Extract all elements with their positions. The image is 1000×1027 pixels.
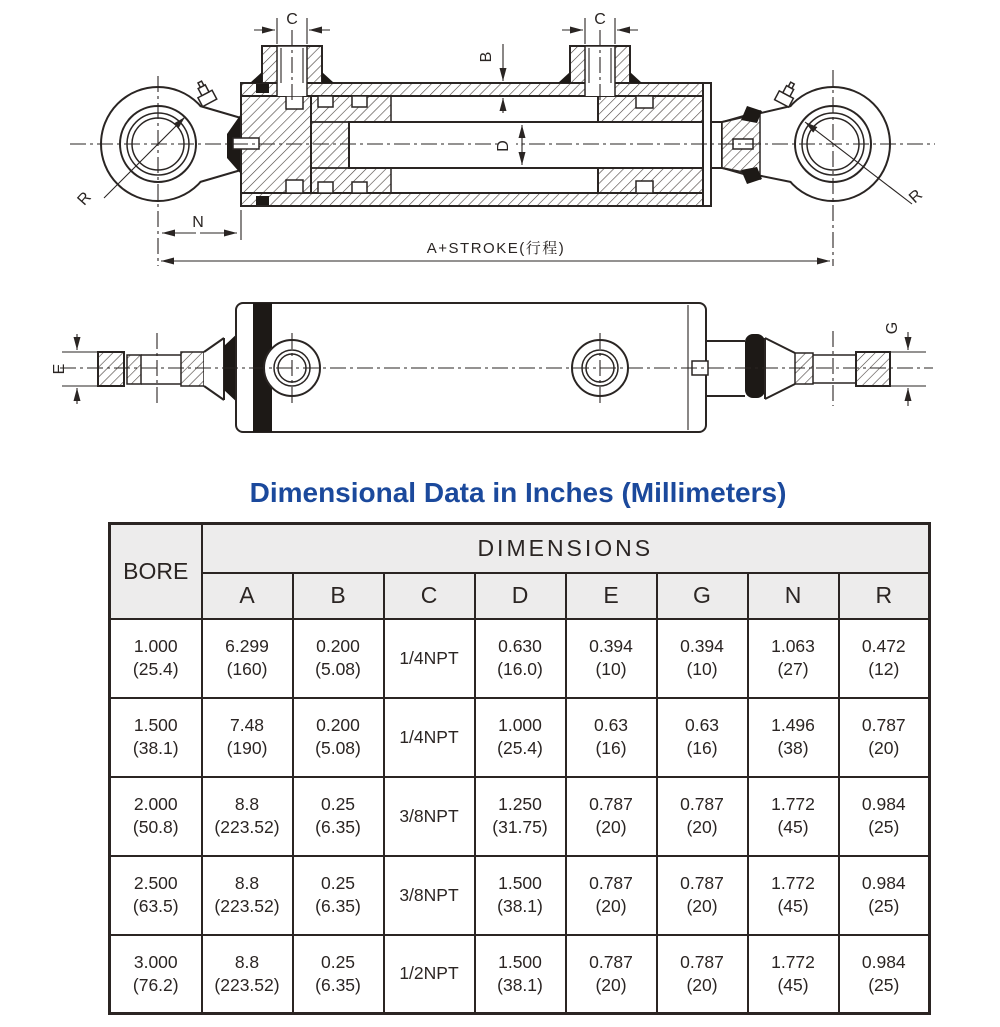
col-header-r: R — [839, 573, 930, 619]
cell-a — [202, 619, 293, 698]
value-mm: (20) — [686, 896, 718, 916]
cell-c: 3/8NPT — [384, 856, 475, 935]
cell-b — [293, 935, 384, 1014]
cell-e — [566, 856, 657, 935]
tube-top-wall — [241, 83, 703, 96]
value-mm: (38.1) — [497, 974, 543, 995]
value-in: 0.630 — [498, 636, 542, 656]
cell-a — [202, 935, 293, 1014]
table-row — [110, 619, 930, 698]
value-in: 1.500 — [133, 715, 178, 735]
cell-a — [202, 777, 293, 856]
left-rod-end-eye — [101, 79, 241, 201]
value-in: 0.787 — [861, 715, 906, 735]
value-mm: (20) — [868, 738, 900, 758]
value-in: 1.500 — [498, 951, 542, 972]
value-in: 0.25 — [320, 873, 356, 893]
value-mm: (16) — [595, 738, 627, 758]
cell-g — [657, 935, 748, 1014]
dim-label-b: B — [478, 51, 495, 63]
value-mm: (6.35) — [315, 817, 361, 837]
value-in: 1.000 — [133, 636, 178, 656]
cell-d — [475, 856, 566, 935]
value-in: 1.063 — [771, 636, 815, 656]
cell-g — [657, 619, 748, 698]
value-mm: (20) — [686, 817, 718, 837]
dim-label-e: E — [51, 363, 68, 375]
dim-label-r-right: R — [906, 186, 926, 207]
value-in: 0.200 — [316, 715, 360, 735]
col-header-a: A — [202, 573, 293, 619]
value-in: 0.984 — [861, 873, 906, 893]
cell-r — [839, 856, 930, 935]
value-mm: (50.8) — [132, 817, 179, 837]
dim-label-r-left: R — [74, 189, 95, 209]
cell-b — [293, 856, 384, 935]
cell-n — [748, 777, 839, 856]
value-in: 3.000 — [133, 951, 178, 972]
cell-e — [566, 619, 657, 698]
value-mm: (25) — [868, 817, 900, 837]
value-in: 0.787 — [680, 951, 724, 972]
cell-b — [293, 777, 384, 856]
value-mm: (5.08) — [315, 659, 361, 679]
value-in: 8.8 — [234, 951, 260, 972]
value-in: 6.299 — [225, 636, 269, 656]
dim-label-g: G — [884, 321, 901, 335]
cell-c: 1/2NPT — [384, 935, 475, 1014]
col-header-n: N — [748, 573, 839, 619]
cell-d — [475, 698, 566, 777]
value-in: 0.200 — [316, 636, 360, 656]
cell-n — [748, 856, 839, 935]
dim-label-c-left: C — [286, 11, 298, 28]
value-in: 0.394 — [680, 636, 724, 656]
cell-bore — [110, 619, 202, 698]
value-mm: (38) — [777, 738, 809, 758]
cell-r — [839, 935, 930, 1014]
value-mm: (16) — [686, 738, 718, 758]
value-in: 2.000 — [133, 794, 178, 814]
value-in: 0.984 — [861, 951, 906, 972]
value-in: 0.787 — [589, 794, 633, 814]
value-in: 1.772 — [771, 794, 815, 814]
value-in: 0.787 — [589, 951, 633, 972]
cell-n — [748, 698, 839, 777]
cell-c: 3/8NPT — [384, 777, 475, 856]
cell-b — [293, 698, 384, 777]
value-in: 0.25 — [320, 951, 356, 972]
value-mm: (31.75) — [492, 817, 548, 837]
value-in: 0.25 — [320, 794, 356, 814]
value-mm: (20) — [595, 817, 627, 837]
cell-c: 1/4NPT — [384, 698, 475, 777]
cell-e — [566, 777, 657, 856]
page-title: Dimensional Data in Inches (Millimeters) — [249, 477, 787, 508]
cylinder-technical-drawing — [0, 0, 1000, 470]
cell-r — [839, 619, 930, 698]
value-in: 0.787 — [680, 873, 724, 893]
value-mm: (25) — [868, 896, 900, 916]
value-in: 0.787 — [589, 873, 633, 893]
value-mm: (38.1) — [497, 896, 543, 916]
table-row — [110, 856, 930, 935]
value-in: 0.787 — [680, 794, 724, 814]
value-mm: (10) — [686, 659, 718, 679]
cell-d — [475, 777, 566, 856]
value-mm: (25.4) — [497, 738, 543, 758]
value-mm: (160) — [226, 659, 268, 679]
value-mm: (16.0) — [497, 659, 543, 679]
value-in: 0.984 — [861, 794, 906, 814]
cell-c: 1/4NPT — [384, 619, 475, 698]
cell-r — [839, 698, 930, 777]
value-mm: (45) — [777, 974, 809, 995]
value-mm: (10) — [595, 659, 627, 679]
cell-d — [475, 935, 566, 1014]
value-in: 0.472 — [861, 636, 906, 656]
value-mm: (38.1) — [132, 738, 179, 758]
value-mm: (63.5) — [132, 896, 179, 916]
dimension-table — [108, 522, 931, 1015]
value-in: 8.8 — [234, 794, 260, 814]
cell-d — [475, 619, 566, 698]
value-mm: (223.52) — [214, 817, 280, 837]
dim-label-d: D — [495, 140, 512, 152]
col-header-d: D — [475, 573, 566, 619]
value-mm: (6.35) — [315, 896, 361, 916]
cell-n — [748, 935, 839, 1014]
value-in: 0.63 — [684, 715, 720, 735]
cell-a — [202, 856, 293, 935]
cell-n — [748, 619, 839, 698]
side-view-external — [51, 303, 933, 432]
cell-bore — [110, 856, 202, 935]
right-rod-assembly — [706, 334, 890, 399]
value-mm: (223.52) — [214, 974, 280, 995]
cell-g — [657, 777, 748, 856]
col-header-e: E — [566, 573, 657, 619]
cell-e — [566, 698, 657, 777]
value-in: 1.772 — [771, 951, 815, 972]
value-in: 7.48 — [229, 715, 265, 735]
cell-bore — [110, 935, 202, 1014]
table-row — [110, 698, 930, 777]
col-header-g: G — [657, 573, 748, 619]
value-mm: (5.08) — [315, 738, 361, 758]
right-rod-end-eye — [722, 79, 890, 201]
value-mm: (45) — [777, 817, 809, 837]
value-in: 0.63 — [593, 715, 629, 735]
value-mm: (45) — [777, 896, 809, 916]
cell-r — [839, 777, 930, 856]
value-mm: (20) — [595, 896, 627, 916]
bore-header-cell: BORE — [110, 524, 202, 619]
value-mm: (190) — [226, 738, 268, 758]
cell-a — [202, 698, 293, 777]
value-in: 2.500 — [133, 873, 178, 893]
value-in: 0.394 — [589, 636, 633, 656]
value-in: 1.250 — [498, 794, 542, 814]
value-mm: (27) — [777, 659, 809, 679]
value-in: 8.8 — [234, 873, 260, 893]
value-mm: (6.35) — [315, 974, 361, 995]
piston-rod — [349, 122, 722, 168]
value-in: 1.000 — [498, 715, 542, 735]
cell-bore — [110, 698, 202, 777]
value-mm: (20) — [686, 974, 718, 995]
table-row — [110, 777, 930, 856]
value-mm: (76.2) — [132, 974, 179, 995]
cell-e — [566, 935, 657, 1014]
cell-g — [657, 856, 748, 935]
table-row — [110, 935, 930, 1014]
dimensions-header-cell: DIMENSIONS — [202, 524, 930, 573]
col-header-b: B — [293, 573, 384, 619]
value-mm: (12) — [868, 659, 900, 679]
value-mm: (25.4) — [132, 659, 179, 679]
dim-label-a-stroke: A+STROKE(行程) — [426, 240, 566, 257]
value-in: 1.496 — [771, 715, 815, 735]
value-in: 1.500 — [498, 873, 542, 893]
value-in: 1.772 — [771, 873, 815, 893]
top-view-cross-section — [70, 11, 935, 266]
dim-label-n: N — [192, 214, 204, 231]
tube-bottom-wall — [241, 193, 703, 206]
value-mm: (223.52) — [214, 896, 280, 916]
dim-label-c-right: C — [594, 11, 606, 28]
value-mm: (20) — [595, 974, 627, 995]
col-header-c: C — [384, 573, 475, 619]
cell-bore — [110, 777, 202, 856]
value-mm: (25) — [868, 974, 900, 995]
cell-b — [293, 619, 384, 698]
cell-g — [657, 698, 748, 777]
